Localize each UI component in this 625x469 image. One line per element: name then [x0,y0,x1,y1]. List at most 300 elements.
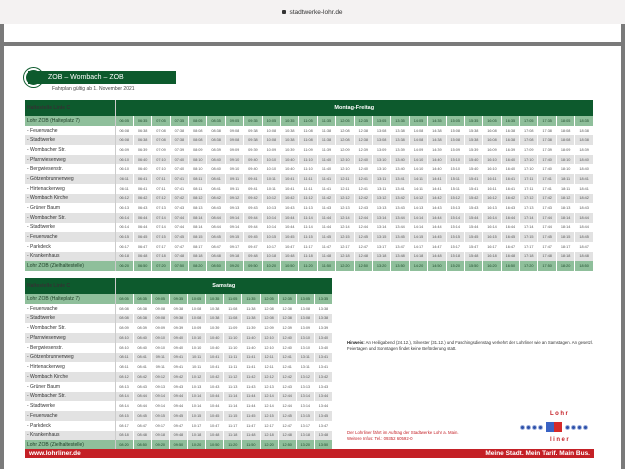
departure-time: 09:05 [225,116,243,126]
departure-time: 13:44 [314,401,332,411]
departure-time: 10:38 [281,126,299,136]
stop-name: Lohr ZOB (Zielhaltestelle) [25,261,115,271]
departure-time: 09:11 [225,174,243,184]
departure-time: 08:41 [207,184,225,194]
departure-time: 15:05 [446,116,464,126]
departure-time: 13:08 [296,304,314,314]
departure-time: 14:48 [428,252,446,262]
departure-time: 16:47 [501,242,519,252]
departure-time: 09:14 [225,213,243,223]
departure-time: 08:38 [133,304,151,314]
departure-time: 08:17 [189,242,207,252]
table-row [25,184,594,194]
departure-time: 12:39 [278,323,296,333]
departure-time: 10:18 [262,252,280,262]
departure-time: 15:41 [464,184,482,194]
departure-time: 15:42 [464,194,482,204]
departure-time: 11:08 [224,304,242,314]
departure-time: 10:05 [188,294,206,304]
table-row [25,252,594,262]
departure-time: 17:43 [538,203,556,213]
departure-time: 17:38 [538,126,556,136]
departure-time: 13:45 [314,411,332,421]
departure-time: 16:10 [483,164,501,174]
departure-time: 18:09 [556,145,574,155]
departure-time: 12:43 [278,382,296,392]
departure-time: 14:44 [428,213,446,223]
validity-text: Fahrplan gültig ab 1. November 2021 [52,86,135,92]
departure-time: 07:41 [170,184,188,194]
departure-time: 16:40 [501,155,519,165]
departure-time: 08:44 [133,401,151,411]
departure-time: 11:08 [299,126,317,136]
departure-time: 07:12 [152,194,170,204]
departure-time: 11:45 [242,411,260,421]
departure-time: 10:45 [206,411,224,421]
page-top-strip [4,24,621,42]
departure-time: 17:40 [538,164,556,174]
departure-time: 09:38 [244,135,262,145]
departure-time: 09:08 [151,314,169,324]
departure-time: 09:10 [225,155,243,165]
departure-time: 10:42 [281,194,299,204]
departure-time: 12:13 [260,382,278,392]
departure-time: 10:50 [206,440,224,450]
departure-time: 08:12 [189,194,207,204]
departure-time: 15:40 [464,155,482,165]
table-row [25,323,333,333]
stop-name: - Hirtenackerweg [25,184,115,194]
table-row [25,242,594,252]
departure-time: 10:40 [281,155,299,165]
stop-name: - Götzenbrunnenweg [25,353,115,363]
logo-top-text: Lohr [550,411,570,417]
departure-time: 11:42 [317,194,335,204]
departure-time: 08:40 [207,155,225,165]
departure-time: 09:39 [244,145,262,155]
stop-name: - Stadtwerke [25,314,115,324]
departure-time: 07:10 [152,164,170,174]
departure-time: 10:12 [188,372,206,382]
departure-time: 09:17 [225,242,243,252]
website-link[interactable]: www.lohrliner.de [29,450,81,457]
departure-time: 11:10 [224,343,242,353]
departure-time: 13:18 [296,431,314,441]
departure-time: 16:41 [501,184,519,194]
departure-time: 09:41 [244,184,262,194]
departure-time: 13:14 [372,213,390,223]
departure-time: 09:09 [151,323,169,333]
departure-time: 09:41 [244,174,262,184]
departure-time: 08:41 [133,353,151,363]
departure-time: 15:11 [446,184,464,194]
departure-time: 13:20 [296,440,314,450]
stop-name: - Pfarrwiesenweg [25,333,115,343]
table-row [25,421,333,431]
departure-time: 12:44 [354,223,372,233]
departure-time: 13:09 [372,145,390,155]
departure-time: 06:08 [115,135,133,145]
departure-time: 15:12 [446,194,464,204]
departure-time: 09:18 [151,431,169,441]
departure-time: 17:47 [538,242,556,252]
departure-time: 12:11 [336,184,354,194]
departure-time: 09:10 [225,164,243,174]
table-row [25,164,594,174]
departure-time: 16:42 [501,194,519,204]
departure-time: 17:12 [520,194,538,204]
departure-time: 09:20 [151,440,169,450]
stop-name: - Grüner Baum [25,382,115,392]
departure-time: 06:43 [133,203,151,213]
departure-time: 11:10 [299,155,317,165]
departure-time: 15:15 [446,232,464,242]
departure-time: 16:38 [501,126,519,136]
departure-time: 09:40 [169,343,187,353]
departure-time: 10:41 [206,353,224,363]
departure-time: 11:17 [224,421,242,431]
departure-time: 06:11 [115,174,133,184]
table-row [25,126,594,136]
departure-time: 12:12 [336,194,354,204]
departure-time: 07:08 [152,135,170,145]
departure-time: 13:40 [391,164,409,174]
departure-time: 11:48 [317,252,335,262]
departure-time: 15:18 [446,252,464,262]
logo-bus-icon [520,423,590,431]
departure-time: 15:10 [446,155,464,165]
table-row [25,203,594,213]
table-row [25,223,594,233]
departure-time: 10:12 [262,194,280,204]
departure-time: 12:39 [354,145,372,155]
departure-time: 11:47 [242,421,260,431]
departure-time: 12:09 [336,145,354,155]
departure-time: 11:10 [224,333,242,343]
departure-time: 10:05 [262,116,280,126]
departure-time: 14:20 [409,261,427,271]
departure-time: 08:08 [115,304,133,314]
departure-time: 09:11 [151,362,169,372]
departure-time: 13:40 [314,333,332,343]
departure-time: 12:44 [278,401,296,411]
departure-time: 13:15 [372,232,390,242]
departure-time: 14:41 [428,174,446,184]
departure-time: 10:09 [188,323,206,333]
departure-time: 10:38 [206,304,224,314]
departure-time: 13:10 [296,343,314,353]
stop-name: - Feuerwache [25,126,115,136]
departure-time: 17:44 [538,213,556,223]
departure-time: 12:10 [336,164,354,174]
departure-time: 07:05 [152,116,170,126]
departure-time: 18:43 [575,203,594,213]
departure-time: 08:35 [133,294,151,304]
departure-time: 12:35 [278,294,296,304]
departure-time: 11:05 [299,116,317,126]
departure-time: 17:45 [538,232,556,242]
departure-time: 11:39 [317,145,335,155]
departure-time: 08:45 [207,232,225,242]
departure-time: 08:44 [133,392,151,402]
departure-time: 14:11 [409,174,427,184]
departure-time: 12:45 [354,232,372,242]
departure-time: 18:41 [575,184,594,194]
departure-time: 10:40 [281,164,299,174]
departure-time: 13:41 [314,362,332,372]
departure-time: 10:13 [188,382,206,392]
departure-time: 17:11 [520,174,538,184]
departure-time: 10:08 [262,126,280,136]
departure-time: 09:15 [225,232,243,242]
departure-time: 12:08 [336,135,354,145]
departure-time: 09:38 [169,314,187,324]
departure-time: 13:48 [314,431,332,441]
stop-name: - Feuerwache [25,232,115,242]
departure-time: 10:39 [281,145,299,155]
departure-time: 07:38 [170,126,188,136]
departure-time: 12:18 [260,431,278,441]
departure-time: 17:42 [538,194,556,204]
departure-time: 12:10 [260,333,278,343]
departure-time: 13:42 [391,194,409,204]
departure-time: 12:41 [278,353,296,363]
table-row [25,372,333,382]
departure-time: 18:38 [575,126,594,136]
departure-time: 06:18 [115,252,133,262]
departure-time: 07:11 [152,184,170,194]
departure-time: 10:45 [281,232,299,242]
departure-time: 14:42 [428,194,446,204]
departure-time: 07:42 [170,194,188,204]
departure-time: 10:39 [206,323,224,333]
departure-time: 10:08 [262,135,280,145]
departure-time: 17:35 [538,116,556,126]
departure-time: 12:42 [354,194,372,204]
departure-time: 07:14 [152,223,170,233]
stop-name: - Feuerwache [25,411,115,421]
departure-time: 15:45 [464,232,482,242]
departure-time: 09:40 [244,164,262,174]
departure-time: 09:38 [244,126,262,136]
departure-time: 08:42 [207,194,225,204]
departure-time: 11:10 [299,164,317,174]
departure-time: 11:44 [242,392,260,402]
departure-time: 13:13 [372,203,390,213]
departure-time: 08:40 [207,164,225,174]
departure-time: 12:05 [336,116,354,126]
departure-time: 12:08 [260,304,278,314]
departure-time: 13:40 [391,155,409,165]
departure-time: 11:41 [317,174,335,184]
departure-time: 10:35 [281,116,299,126]
table-row [25,431,333,441]
departure-time: 13:42 [314,372,332,382]
departure-time: 06:12 [115,194,133,204]
departure-time: 11:38 [317,135,335,145]
table-row [25,174,594,184]
departure-time: 18:47 [575,242,594,252]
departure-time: 18:05 [556,116,574,126]
departure-time: 15:17 [446,242,464,252]
departure-time: 14:38 [428,126,446,136]
stop-name: - Götzenbrunnenweg [25,174,115,184]
departure-time: 08:38 [207,126,225,136]
departure-time: 18:44 [575,213,594,223]
departure-time: 16:17 [483,242,501,252]
departure-time: 14:38 [428,135,446,145]
departure-time: 12:40 [354,164,372,174]
departure-time: 10:08 [188,314,206,324]
departure-time: 07:44 [170,223,188,233]
departure-time: 15:13 [446,203,464,213]
departure-time: 10:41 [281,174,299,184]
departure-time: 17:17 [520,242,538,252]
departure-time: 07:38 [170,135,188,145]
departure-time: 11:41 [242,362,260,372]
departure-time: 06:47 [133,242,151,252]
departure-time: 07:08 [152,126,170,136]
departure-time: 12:13 [336,203,354,213]
departure-time: 13:11 [372,174,390,184]
departure-time: 15:14 [446,213,464,223]
departure-time: 08:13 [115,382,133,392]
departure-time: 12:50 [278,440,296,450]
weekday-timetable [25,100,594,271]
stop-name: Lohr ZOB (Zielhaltestelle) [25,440,115,450]
departure-time: 14:50 [428,261,446,271]
departure-time: 06:50 [133,261,151,271]
departure-time: 15:39 [464,145,482,155]
departure-time: 11:14 [299,213,317,223]
departure-time: 08:15 [115,411,133,421]
departure-time: 06:40 [133,164,151,174]
departure-time: 11:17 [299,242,317,252]
table-row [25,116,594,126]
departure-time: 18:11 [556,184,574,194]
departure-time: 15:44 [464,213,482,223]
departure-time: 09:35 [169,294,187,304]
departure-time: 12:18 [336,252,354,262]
departure-time: 14:10 [409,155,427,165]
departure-time: 06:48 [133,252,151,262]
stop-name: - Feuerwache [25,304,115,314]
departure-time: 18:40 [575,155,594,165]
departure-time: 09:40 [244,155,262,165]
contact-info [347,430,459,442]
departure-time: 11:09 [299,145,317,155]
departure-time: 07:09 [152,145,170,155]
departure-time: 08:39 [207,145,225,155]
departure-time: 17:11 [520,184,538,194]
departure-time: 13:41 [391,174,409,184]
departure-time: 11:13 [299,203,317,213]
departure-time: 08:14 [189,223,207,233]
departure-time: 13:45 [391,232,409,242]
departure-time: 08:38 [133,314,151,324]
departure-time: 11:48 [242,431,260,441]
departure-time: 12:43 [354,203,372,213]
departure-time: 08:45 [133,411,151,421]
departure-time: 08:11 [115,362,133,372]
departure-time: 13:10 [296,333,314,343]
departure-time: 17:48 [538,252,556,262]
browser-url-bar[interactable] [0,0,625,24]
departure-time: 16:05 [483,116,501,126]
departure-time: 12:41 [354,174,372,184]
departure-time: 08:20 [115,440,133,450]
departure-time: 12:40 [354,155,372,165]
departure-time: 08:05 [189,116,207,126]
departure-time: 08:05 [115,294,133,304]
stop-name: - Bergwiesenstr. [25,164,115,174]
departure-time: 17:50 [538,261,556,271]
departure-time: 11:43 [317,203,335,213]
departure-time: 08:47 [207,242,225,252]
departure-time: 12:48 [278,431,296,441]
stop-name: - Krankenhaus [25,252,115,262]
departure-time: 14:05 [409,116,427,126]
departure-time: 17:20 [520,261,538,271]
departure-time: 12:41 [278,362,296,372]
departure-time: 16:08 [483,135,501,145]
table-row [25,343,333,353]
stop-name: - Hirtenackerweg [25,362,115,372]
departure-time: 15:38 [464,126,482,136]
departure-time: 10:47 [206,421,224,431]
departure-time: 18:10 [556,155,574,165]
departure-time: 07:20 [152,261,170,271]
departure-time: 14:35 [428,116,446,126]
departure-time: 09:35 [244,116,262,126]
departure-time: 14:15 [409,232,427,242]
departure-time: 09:08 [151,304,169,314]
departure-time: 09:15 [151,411,169,421]
departure-time: 10:41 [206,362,224,372]
departure-time: 16:39 [501,145,519,155]
departure-time: 11:47 [317,242,335,252]
stop-column-header: Haltestelle Linie C [25,278,115,294]
departure-time: 10:20 [188,440,206,450]
departure-time: 10:15 [188,411,206,421]
departure-time: 17:14 [520,213,538,223]
departure-time: 10:47 [281,242,299,252]
departure-time: 12:14 [336,213,354,223]
departure-time: 10:09 [262,145,280,155]
departure-time: 08:11 [189,184,207,194]
departure-time: 10:42 [206,372,224,382]
departure-time: 11:18 [299,252,317,262]
departure-time: 06:20 [115,261,133,271]
departure-time: 11:44 [317,223,335,233]
departure-time: 06:41 [133,184,151,194]
departure-time: 14:43 [428,203,446,213]
departure-time: 09:45 [169,411,187,421]
departure-time: 13:39 [391,145,409,155]
departure-time: 09:48 [169,431,187,441]
saturday-timetable [25,278,333,450]
departure-time: 16:44 [501,213,519,223]
departure-time: 13:40 [314,343,332,353]
departure-time: 09:50 [244,261,262,271]
departure-time: 16:38 [501,135,519,145]
departure-time: 09:14 [151,401,169,411]
departure-time: 09:11 [225,184,243,194]
departure-time: 17:44 [538,223,556,233]
departure-time: 16:43 [501,203,519,213]
departure-time: 13:48 [391,252,409,262]
footer-bar [25,449,594,458]
